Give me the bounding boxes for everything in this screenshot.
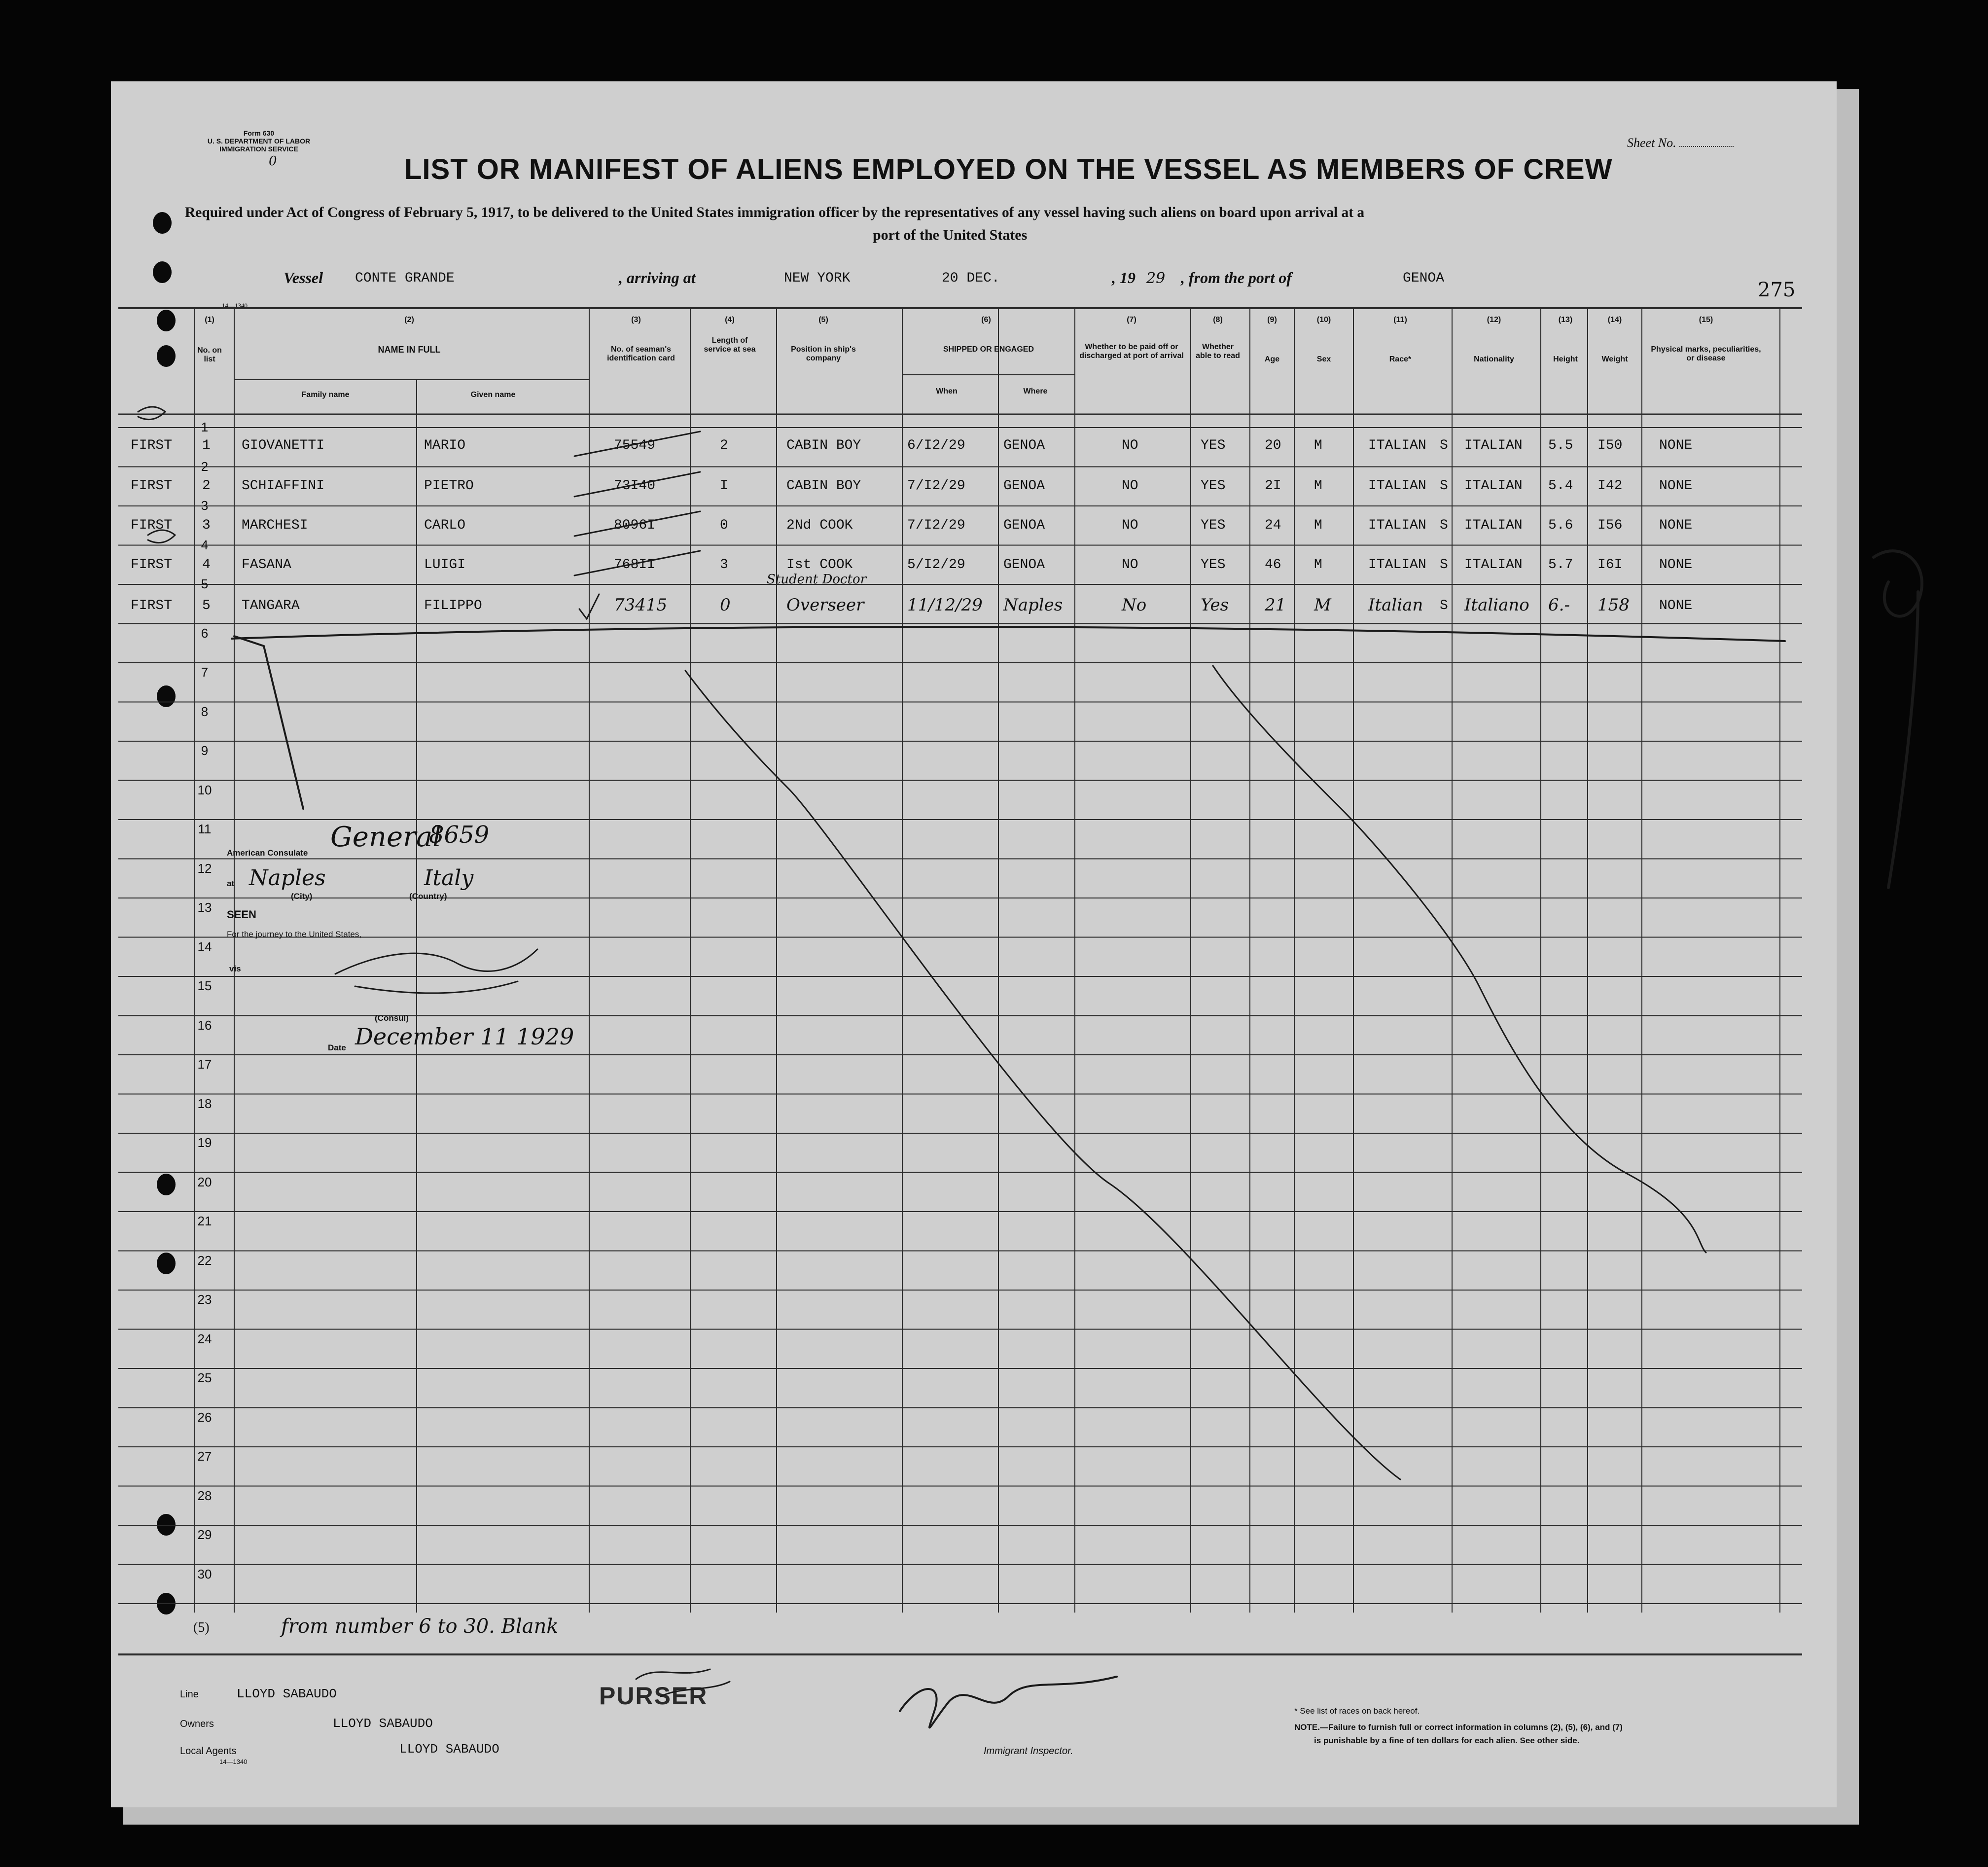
row-number: 7: [201, 665, 209, 680]
year-prefix: , 19: [1112, 269, 1136, 287]
form-mark: 0: [269, 154, 277, 169]
form-number: Form 630: [243, 129, 275, 137]
col12-label: Nationality: [1474, 355, 1514, 363]
col6-label: SHIPPED OR ENGAGED: [943, 345, 1034, 354]
cell-where: GENOA: [1003, 557, 1045, 573]
row-number: 8: [201, 704, 209, 719]
vessel-name: CONTE GRANDE: [355, 271, 455, 286]
row-number: 17: [197, 1057, 212, 1072]
col7-num: (7): [1127, 316, 1136, 324]
row-number: 28: [197, 1488, 212, 1503]
cell-nationality: ITALIAN: [1464, 557, 1523, 573]
cell-weight: I42: [1598, 478, 1623, 494]
student-note: Student Doctor: [767, 572, 867, 587]
cell-sex: M: [1314, 557, 1322, 573]
row-number: 26: [197, 1409, 212, 1425]
year-suffix: 29: [1146, 270, 1166, 287]
cell-age: 21: [1265, 595, 1286, 615]
cell-race: ITALIAN: [1368, 438, 1426, 453]
cell-when: 11/12/29: [907, 595, 983, 615]
row-number: 11: [198, 822, 212, 836]
cell-position: 2Nd COOK: [786, 518, 853, 533]
cell-where: GENOA: [1003, 518, 1045, 533]
purser-signature: [636, 1669, 730, 1696]
journey-label: For the journey to the United States,: [227, 930, 362, 939]
small-code: 14—1340: [222, 302, 248, 309]
cell-family: FASANA: [242, 557, 291, 573]
closing-line: [232, 627, 1785, 641]
cell-age: 2I: [1265, 478, 1281, 494]
cell-paid-off: NO: [1122, 557, 1138, 573]
cell-service: 0: [720, 518, 728, 533]
cell-read: Yes: [1201, 595, 1229, 615]
row-number: 19: [197, 1135, 212, 1150]
col10-label: Sex: [1316, 355, 1331, 363]
cell-nationality: ITALIAN: [1464, 478, 1523, 494]
cell-card: 73415: [614, 595, 668, 615]
cell-sex: M: [1314, 595, 1331, 615]
consulate-general: General: [330, 821, 442, 853]
inspector-label: Immigrant Inspector.: [984, 1746, 1073, 1757]
row-number: 18: [197, 1096, 212, 1111]
row-number: 2: [201, 459, 209, 474]
col15-num: (15): [1699, 316, 1713, 324]
cell-service: 3: [720, 557, 728, 573]
col3-num: (3): [631, 316, 641, 324]
from-port-label: , from the port of: [1181, 269, 1292, 287]
cell-marks: NONE: [1659, 518, 1693, 533]
line-value: LLOYD SABAUDO: [237, 1687, 337, 1701]
cell-family: SCHIAFFINI: [242, 478, 325, 494]
col3-label: No. of seaman's identification card: [607, 345, 675, 362]
row-number: 13: [197, 900, 212, 915]
cell-service: 0: [720, 595, 731, 615]
note-line2: is punishable by a fine of ten dollars for each alien. See other side.: [1314, 1736, 1580, 1745]
inspector-signature: [900, 1677, 1117, 1727]
cell-given: CARLO: [424, 518, 466, 533]
cell-class: FIRST: [131, 557, 173, 573]
cell-class: FIRST: [131, 478, 173, 494]
line-label: Line: [180, 1689, 199, 1700]
row-number: 9: [201, 743, 209, 758]
cell-nationality: Italiano: [1464, 595, 1529, 615]
cell-weight: I50: [1598, 438, 1623, 453]
date-value: December 11 1929: [355, 1023, 574, 1050]
cell-no: 5: [202, 598, 211, 613]
cell-class: FIRST: [131, 518, 173, 533]
cell-read: YES: [1201, 478, 1226, 494]
row-number: 12: [197, 861, 212, 876]
subtitle-line2: port of the United States: [873, 227, 1028, 243]
page-number: 275: [1758, 279, 1796, 301]
row-number: 24: [197, 1331, 212, 1346]
cell-where: GENOA: [1003, 478, 1045, 494]
cell-age: 46: [1265, 557, 1281, 573]
initials-mark: [138, 407, 165, 420]
row-number: 5: [201, 576, 209, 591]
row-number: 22: [197, 1253, 212, 1268]
row-number: 16: [197, 1017, 212, 1033]
col4-label: Length of service at sea: [704, 336, 756, 354]
col9-label: Age: [1264, 355, 1280, 363]
cell-nationality: ITALIAN: [1464, 438, 1523, 453]
cell-card: 75549: [614, 438, 656, 453]
cell-card: 73I40: [614, 478, 656, 494]
agents-label: Local Agents: [180, 1746, 237, 1757]
cell-paid-off: NO: [1122, 438, 1138, 453]
row-number: 10: [197, 782, 212, 797]
cell-race: Italian: [1368, 595, 1423, 615]
cell-age: 20: [1265, 438, 1281, 453]
consulate-label: American Consulate: [227, 848, 308, 858]
col4-num: (4): [725, 316, 735, 324]
cell-given: MARIO: [424, 438, 466, 453]
col6-num: (6): [981, 316, 991, 324]
col5-label: Position in ship's company: [791, 345, 856, 362]
cell-height: 6.-: [1548, 595, 1570, 615]
arriving-port: NEW YORK: [784, 271, 851, 286]
consul-label: (Consul): [375, 1013, 409, 1023]
col11-num: (11): [1393, 316, 1407, 324]
cell-card: 8096I: [614, 518, 656, 533]
corner-stroke: [234, 636, 303, 809]
note-line1: NOTE.—Failure to furnish full or correct information in columns (2), (5), (6), and (7): [1294, 1723, 1623, 1732]
col6-when: When: [936, 387, 958, 395]
cell-family: MARCHESI: [242, 518, 308, 533]
country-label: (Country): [409, 892, 447, 901]
agents-code: 14—1340: [219, 1758, 248, 1765]
cell-marks: NONE: [1659, 598, 1693, 613]
row-number: 14: [197, 939, 212, 954]
cell-weight: 158: [1598, 595, 1630, 615]
cell-height: 5.7: [1548, 557, 1573, 573]
cell-race: ITALIAN: [1368, 518, 1426, 533]
cell-marks: NONE: [1659, 478, 1693, 494]
vessel-label: Vessel: [284, 269, 323, 287]
col8-num: (8): [1213, 316, 1223, 324]
cell-weight: I56: [1598, 518, 1623, 533]
cell-height: 5.5: [1548, 438, 1573, 453]
row-number: 20: [197, 1174, 212, 1189]
cell-family: TANGARA: [242, 598, 300, 613]
cell-when: 7/I2/29: [907, 478, 965, 494]
col8-label: Whether able to read: [1196, 343, 1240, 360]
race-mark: S: [1440, 598, 1448, 613]
row-number: 4: [201, 537, 209, 552]
arriving-label: , arriving at: [619, 269, 696, 287]
cell-no: 4: [202, 557, 211, 573]
cell-position: Ist COOK: [786, 557, 853, 573]
owners-value: LLOYD SABAUDO: [333, 1716, 433, 1731]
cell-height: 5.4: [1548, 478, 1573, 494]
department: U. S. DEPARTMENT OF LABOR: [207, 137, 311, 145]
cell-weight: I6I: [1598, 557, 1623, 573]
cell-no: 1: [202, 438, 211, 453]
cell-family: GIOVANETTI: [242, 438, 325, 453]
col6-where: Where: [1023, 387, 1048, 395]
row-number: 23: [197, 1292, 212, 1307]
cell-class: FIRST: [131, 438, 173, 453]
col1-num: (1): [205, 316, 214, 324]
cell-card: 768II: [614, 557, 656, 573]
col14-num: (14): [1607, 316, 1622, 324]
cell-read: YES: [1201, 438, 1226, 453]
cell-race: ITALIAN: [1368, 478, 1426, 494]
col13-num: (13): [1558, 316, 1573, 324]
card-strike: [574, 511, 700, 536]
country-value: Italy: [424, 865, 474, 891]
cell-position: CABIN BOY: [786, 438, 861, 453]
col5-num: (5): [818, 316, 828, 324]
cell-nationality: ITALIAN: [1464, 518, 1523, 533]
col2-family: Family name: [301, 391, 350, 399]
city-value: Naples: [249, 865, 326, 891]
cell-sex: M: [1314, 518, 1322, 533]
card-strike: [574, 431, 700, 456]
from-port: GENOA: [1403, 271, 1445, 286]
col2-num: (2): [404, 316, 414, 324]
col9-num: (9): [1267, 316, 1277, 324]
col7-label: Whether to be paid off or discharged at port of arrival: [1079, 343, 1184, 360]
cell-when: 5/I2/29: [907, 557, 965, 573]
race-mark: S: [1440, 518, 1448, 533]
at-label: at: [227, 879, 235, 888]
col2-label: NAME IN FULL: [378, 345, 441, 355]
col11-label: Race*: [1389, 355, 1412, 363]
cell-read: YES: [1201, 557, 1226, 573]
cell-given: FILIPPO: [424, 598, 482, 613]
races-note: * See list of races on back hereof.: [1294, 1706, 1420, 1716]
owners-label: Owners: [180, 1719, 214, 1729]
subtitle-line1: Required under Act of Congress of February 5, 1917, to be delivered to the United States immigration officer by the representatives of any vessel having such aliens on board upon arrival at a: [185, 205, 1365, 220]
cell-no: 2: [202, 478, 211, 494]
cell-when: 6/I2/29: [907, 438, 965, 453]
cell-read: YES: [1201, 518, 1226, 533]
col15-label: Physical marks, peculiarities, or disease: [1651, 345, 1761, 362]
page-title: LIST OR MANIFEST OF ALIENS EMPLOYED ON THE VESSEL AS MEMBERS OF CREW: [404, 153, 1613, 185]
col1-label: No. on list: [197, 346, 222, 363]
row-number: 21: [197, 1214, 212, 1228]
date-label: Date: [328, 1043, 346, 1052]
cell-where: Naples: [1003, 595, 1063, 615]
cell-marks: NONE: [1659, 557, 1693, 573]
card-strike: [574, 551, 700, 575]
row-number: 1: [201, 420, 209, 434]
card-strike: [574, 472, 700, 497]
initials-mark: [148, 530, 175, 543]
cell-paid-off: NO: [1122, 518, 1138, 533]
race-mark: S: [1440, 557, 1448, 573]
margin-nine: [1874, 551, 1922, 888]
row-number: 6: [201, 625, 209, 641]
purser-stamp: PURSER: [599, 1682, 708, 1710]
row-number: 29: [197, 1527, 212, 1542]
row-number: 27: [197, 1449, 212, 1464]
cell-position: Overseer: [786, 595, 864, 615]
cell-class: FIRST: [131, 598, 173, 613]
row-number: 30: [197, 1566, 212, 1581]
cell-paid-off: No: [1122, 595, 1147, 615]
row-number: 25: [197, 1370, 212, 1385]
col2-given: Given name: [470, 391, 516, 399]
blank-note: from number 6 to 30. Blank: [281, 1615, 559, 1638]
cell-where: GENOA: [1003, 438, 1045, 453]
cell-given: PIETRO: [424, 478, 474, 494]
cell-service: I: [720, 478, 728, 494]
cell-height: 5.6: [1548, 518, 1573, 533]
cell-when: 7/I2/29: [907, 518, 965, 533]
check-mark: [579, 594, 599, 619]
city-label: (City): [291, 892, 313, 901]
cancel-diagonal-1: [685, 671, 1400, 1479]
cell-position: CABIN BOY: [786, 478, 861, 494]
row-number: 3: [201, 498, 209, 513]
arrival-day: 20 DEC.: [942, 271, 1000, 286]
cell-age: 24: [1265, 518, 1281, 533]
cell-sex: M: [1314, 478, 1322, 494]
blank-note-number: (5): [193, 1620, 210, 1635]
consular-number: 8659: [429, 821, 490, 849]
col14-label: Weight: [1601, 355, 1628, 363]
cancel-diagonal-2: [1213, 666, 1706, 1253]
service: IMMIGRATION SERVICE: [219, 145, 298, 153]
sheet-label-text: Sheet No.: [1627, 136, 1676, 150]
cell-no: 3: [202, 518, 211, 533]
col12-num: (12): [1487, 316, 1501, 324]
race-mark: S: [1440, 478, 1448, 494]
cell-sex: M: [1314, 438, 1322, 453]
row-number: 15: [197, 978, 212, 993]
consul-signature: [335, 949, 537, 993]
vis-label: vis: [229, 964, 241, 973]
agents-value: LLOYD SABAUDO: [399, 1742, 499, 1757]
col13-label: Height: [1553, 355, 1578, 363]
cell-given: LUIGI: [424, 557, 466, 573]
cell-marks: NONE: [1659, 438, 1693, 453]
cell-race: ITALIAN: [1368, 557, 1426, 573]
cell-paid-off: NO: [1122, 478, 1138, 494]
col10-num: (10): [1316, 316, 1331, 324]
cell-service: 2: [720, 438, 728, 453]
seen-label: SEEN: [227, 908, 256, 921]
race-mark: S: [1440, 438, 1448, 453]
